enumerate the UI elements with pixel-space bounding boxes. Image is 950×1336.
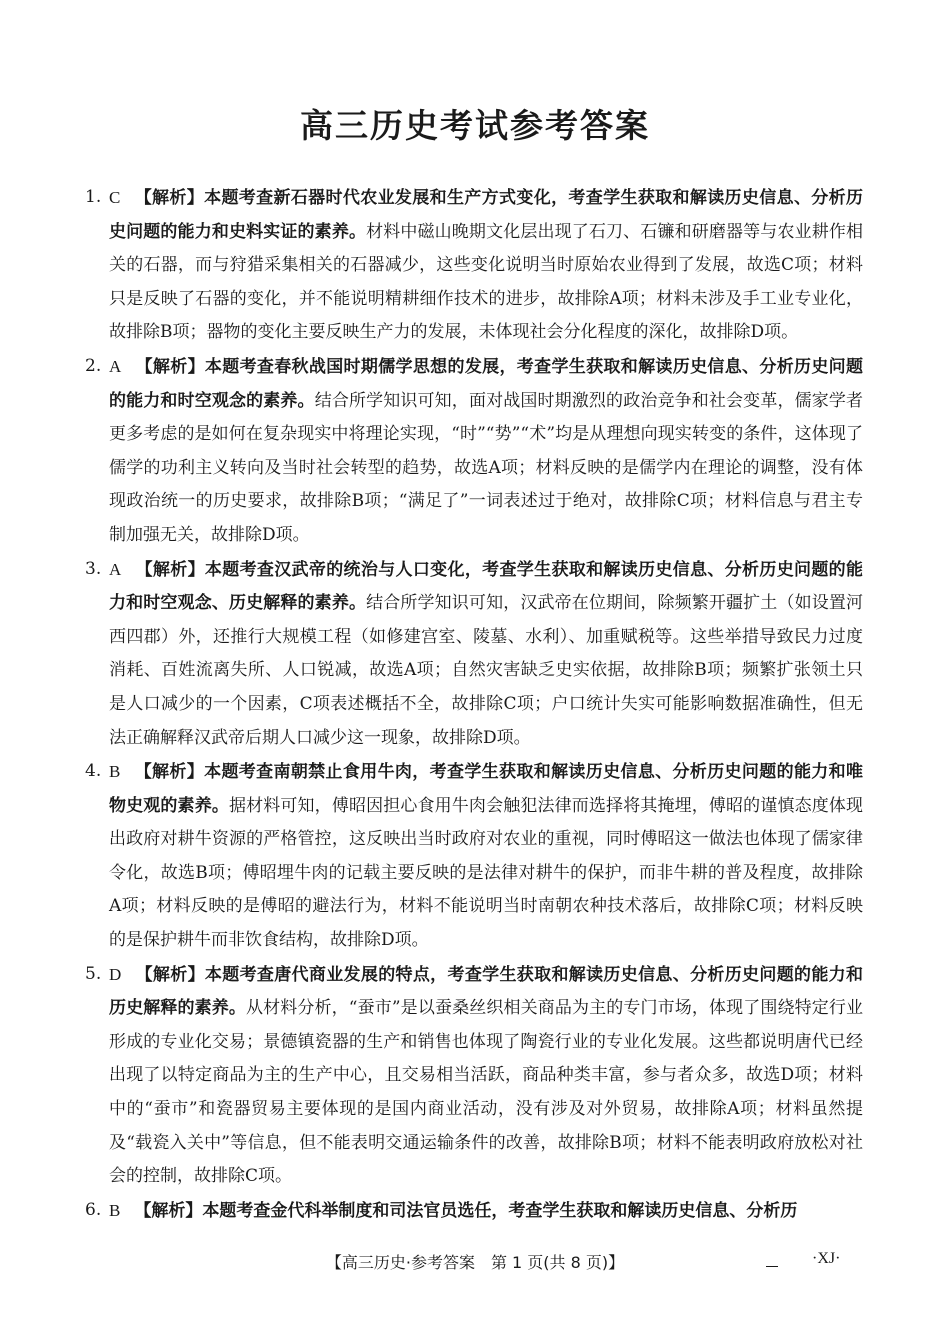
answer-number: 6. <box>85 1199 102 1220</box>
answer-choice: B <box>109 1200 121 1220</box>
answer-number: 3. <box>85 558 102 579</box>
answer-summary: 本题考查唐代商业发展的特点，考查学生获取和解读历史信息、分析历史问题的能力和历史解释的素养。 <box>109 964 864 1019</box>
answer-item-2 <box>75 350 863 553</box>
answer-choice: A <box>109 356 122 376</box>
answer-summary: 本题考查南朝禁止食用牛肉，考查学生获取和解读历史信息、分析历史问题的能力和唯物史观的素养。 <box>109 762 864 816</box>
answer-body: 从材料分析，“蚕市”是以蚕桑丝织相关商品为主的专门市场，体现了围绕特定行业形成的专业化交易；景德镇瓷器的生产和销售也体现了陶瓷行业的专业化发展。这些都说明唐代已经出现了以特定商品为主的生产中心，且交易相当活跃，商品种类丰富，参与者众多，故选D项；材料中的“蚕市”和瓷器贸易主要体现的是国内商业活动，没有涉及对外贸易，故排除A项；材料虽然提及“载瓷入关中”等信息，但不能表明交通运输条件的改善，故排除B项；材料不能表明政府放松对社会的控制，故排除C项。 <box>109 998 864 1187</box>
analysis-tag: 【解析】 <box>135 559 205 580</box>
answer-item-1 <box>75 181 863 350</box>
answer-summary: 本题考查金代科举制度和司法官员选任，考查学生获取和解读历史信息、分析历 <box>202 1200 798 1221</box>
answer-body: 结合所学知识可知，汉武帝在位期间，除频繁开疆扩土（如设置河西四郡）外，还推行大规模工程（如修建宫室、陵墓、水利）、加重赋税等。这些举措导致民力过度消耗、百姓流离失所、人口锐减，故选A项；自然灾害缺乏史实依据，故排除B项；频繁扩张领土只是人口减少的一个因素，C项表述概括不全，故排除C项；户口统计失实可能影响数据准确性，但无法正确解释汉武帝后期人口减少这一现象，故排除D项。 <box>109 593 863 748</box>
answer-number: 2. <box>85 355 102 376</box>
analysis-tag: 【解析】 <box>135 356 205 377</box>
footer-page-label: 【高三历史·参考答案 第 1 页(共 8 页)】 <box>325 1253 625 1272</box>
answer-number: 5. <box>85 963 102 984</box>
answer-body: 结合所学知识可知，面对战国时期激烈的政治竞争和社会变革，儒家学者更多考虑的是如何在复杂现实中将理论实现，“时”“势”“术”均是从理想向现实转变的条件，这体现了儒学的功利主义转向及当时社会转型的趋势，故选A项；材料反映的是儒学内在理论的调整，没有体现政治统一的历史要求，故排除B项；“满足了”一词表述过于绝对，故排除C项；材料信息与君主专制加强无关，故排除D项。 <box>109 390 864 545</box>
answer-summary: 本题考查新石器时代农业发展和生产方式变化，考查学生获取和解读历史信息、分析历史问题的能力和史料实证的素养。 <box>109 188 864 242</box>
answer-item-3 <box>75 553 863 756</box>
answer-list <box>75 181 863 1227</box>
answer-number: 1. <box>85 187 102 207</box>
answer-item-4 <box>75 755 863 958</box>
answer-body: 据材料可知，傅昭因担心食用牛肉会触犯法律而选择将其掩埋，傅昭的谨慎态度体现出政府对耕牛资源的严格管控，这反映出当时政府对农业的重视，同时傅昭这一做法也体现了儒家律令化，故选B项；傅昭埋牛肉的记载主要反映的是法律对耕牛的保护，而非牛耕的普及程度，故排除A项；材料反映的是傅昭的避法行为，材料不能说明当时南朝农种技术落后，故排除C项；材料反映的是保护耕牛而非饮食结构，故排除D项。 <box>109 795 864 951</box>
answer-summary: 本题考查春秋战国时期儒学思想的发展，考查学生获取和解读历史信息、分析历史问题的能力和时空观念的素养。 <box>109 356 864 411</box>
answer-summary: 本题考查汉武帝的统治与人口变化，考查学生获取和解读历史信息、分析历史问题的能力和时空观念、历史解释的素养。 <box>109 559 864 614</box>
answer-item-5 <box>75 958 863 1194</box>
page-title: 高三历史考试参考答案 <box>300 106 650 145</box>
answer-body: 材料中磁山晚期文化层出现了石刀、石镰和研磨器等与农业耕作相关的石器，而与狩猎采集相关的石器减少，这些变化说明当时原始农业得到了发展，故选C项；材料只是反映了石器的变化，并不能说明精耕细作技术的进步，故排除A项；材料未涉及手工业专业化，故排除B项；器物的变化主要反映生产力的发展，未体现社会分化程度的深化，故排除D项。 <box>109 221 863 343</box>
answer-number: 4. <box>85 761 102 782</box>
footer-divider <box>766 1252 778 1267</box>
answer-choice: A <box>109 559 122 579</box>
answer-choice: D <box>109 964 122 984</box>
answer-choice: C <box>109 188 121 207</box>
analysis-tag: 【解析】 <box>134 1200 203 1221</box>
analysis-tag: 【解析】 <box>135 964 205 985</box>
answer-item-6 <box>75 1194 863 1228</box>
answer-choice: B <box>109 762 121 782</box>
analysis-tag: 【解析】 <box>134 188 205 208</box>
analysis-tag: 【解析】 <box>134 762 205 783</box>
footer-code: ·XJ· <box>812 1250 841 1267</box>
